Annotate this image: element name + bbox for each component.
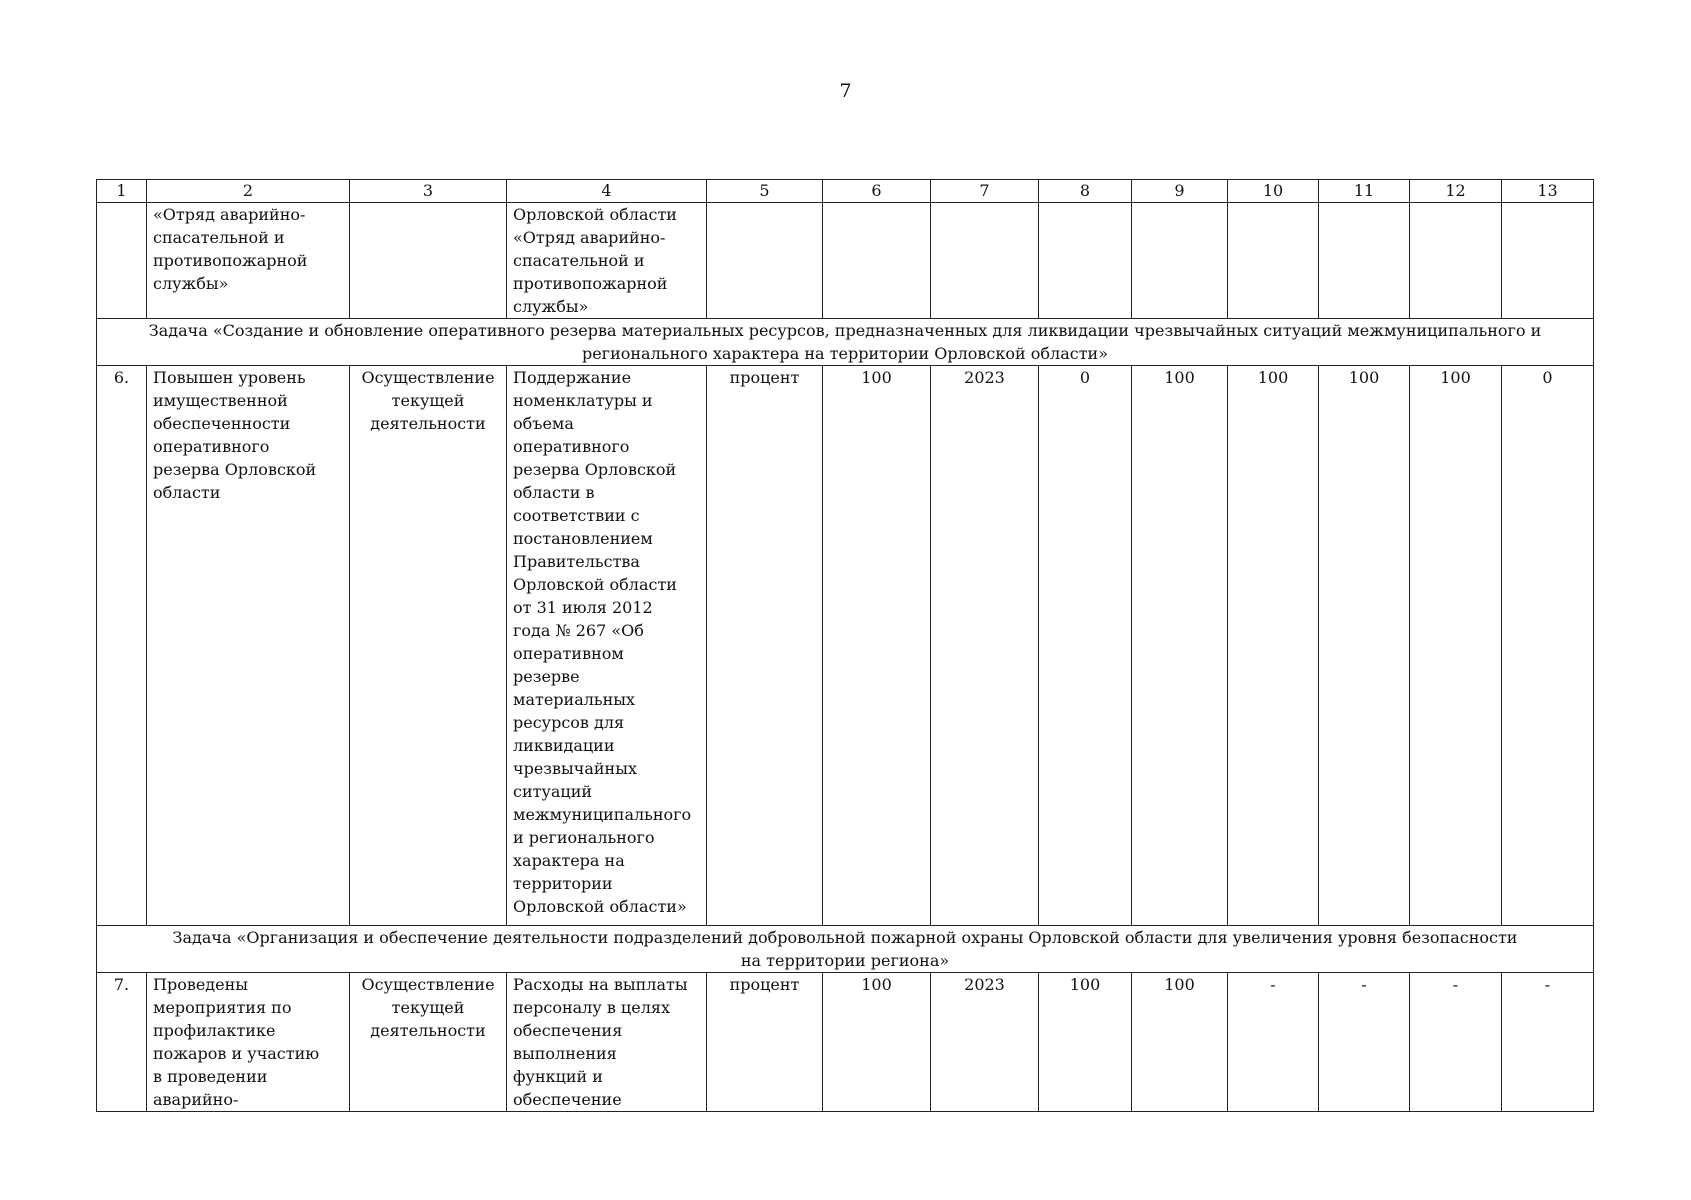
task-heading: Задача «Организация и обеспечение деятельности подразделений добровольной пожарной охраны Орловской области для увеличения уровня безопасности на территории региона» xyxy=(97,926,1594,973)
page-number: 7 xyxy=(839,80,852,102)
column-number: 9 xyxy=(1132,180,1228,203)
column-number: 5 xyxy=(707,180,823,203)
year-cell xyxy=(931,203,1039,319)
unit-cell xyxy=(707,203,823,319)
column-number: 11 xyxy=(1319,180,1410,203)
result-cell: «Отряд аварийно- спасательной и противопожарной службы» xyxy=(147,203,350,319)
activity-type-cell xyxy=(350,203,507,319)
column-number: 10 xyxy=(1228,180,1319,203)
value-cell xyxy=(823,203,931,319)
value-cell: 100 xyxy=(1410,366,1502,926)
value-cell: 100 xyxy=(1132,973,1228,1112)
value-cell: 100 xyxy=(823,366,931,926)
value-cell: 100 xyxy=(1132,366,1228,926)
column-number: 12 xyxy=(1410,180,1502,203)
value-cell: - xyxy=(1410,973,1502,1112)
column-number: 4 xyxy=(507,180,707,203)
column-number: 13 xyxy=(1502,180,1594,203)
column-number: 3 xyxy=(350,180,507,203)
value-cell xyxy=(1319,203,1410,319)
value-cell xyxy=(1502,203,1594,319)
result-cell: Проведены мероприятия по профилактике пожаров и участию в проведении аварийно- xyxy=(147,973,350,1112)
value-cell: 100 xyxy=(1039,973,1132,1112)
column-number-row xyxy=(97,180,1594,203)
task-heading: Задача «Создание и обновление оперативного резерва материальных ресурсов, предназначенных для ликвидации чрезвычайных ситуаций межмуниципального и регионального характера на территории Орловской области» xyxy=(97,319,1594,366)
value-cell: 0 xyxy=(1502,366,1594,926)
value-cell xyxy=(1039,203,1132,319)
activity-type-cell: Осуществление текущей деятельности xyxy=(350,973,507,1112)
row-number-cell: 7. xyxy=(97,973,147,1112)
value-cell: 100 xyxy=(1319,366,1410,926)
unit-cell: процент xyxy=(707,973,823,1112)
column-number: 6 xyxy=(823,180,931,203)
column-number: 7 xyxy=(931,180,1039,203)
value-cell: - xyxy=(1228,973,1319,1112)
indicator-table xyxy=(96,179,1594,1112)
table-row xyxy=(97,366,1594,926)
result-cell: Повышен уровень имущественной обеспеченности оперативного резерва Орловской области xyxy=(147,366,350,926)
value-cell: 100 xyxy=(1228,366,1319,926)
value-cell: 0 xyxy=(1039,366,1132,926)
unit-cell: процент xyxy=(707,366,823,926)
table-row xyxy=(97,203,1594,319)
year-cell: 2023 xyxy=(931,366,1039,926)
task-row xyxy=(97,926,1594,973)
table-row xyxy=(97,973,1594,1112)
task-row xyxy=(97,319,1594,366)
value-cell: 100 xyxy=(823,973,931,1112)
column-number: 8 xyxy=(1039,180,1132,203)
year-cell: 2023 xyxy=(931,973,1039,1112)
value-cell xyxy=(1410,203,1502,319)
activity-type-cell: Осуществление текущей деятельности xyxy=(350,366,507,926)
row-number-cell: 6. xyxy=(97,366,147,926)
description-cell: Орловской области «Отряд аварийно- спасательной и противопожарной службы» xyxy=(507,203,707,319)
row-number-cell xyxy=(97,203,147,319)
value-cell xyxy=(1132,203,1228,319)
description-cell: Поддержание номенклатуры и объема оперативного резерва Орловской области в соответствии с постановлением Правительства Орловской области от 31 июля 2012 года № 267 «Об оперативном резерве материальных ресурсов для ликвидации чрезвычайных ситуаций межмуниципального и регионального характера на территории Орловской области» xyxy=(507,366,707,926)
value-cell: - xyxy=(1319,973,1410,1112)
value-cell xyxy=(1228,203,1319,319)
value-cell: - xyxy=(1502,973,1594,1112)
description-cell: Расходы на выплаты персоналу в целях обеспечения выполнения функций и обеспечение xyxy=(507,973,707,1112)
column-number: 1 xyxy=(97,180,147,203)
column-number: 2 xyxy=(147,180,350,203)
